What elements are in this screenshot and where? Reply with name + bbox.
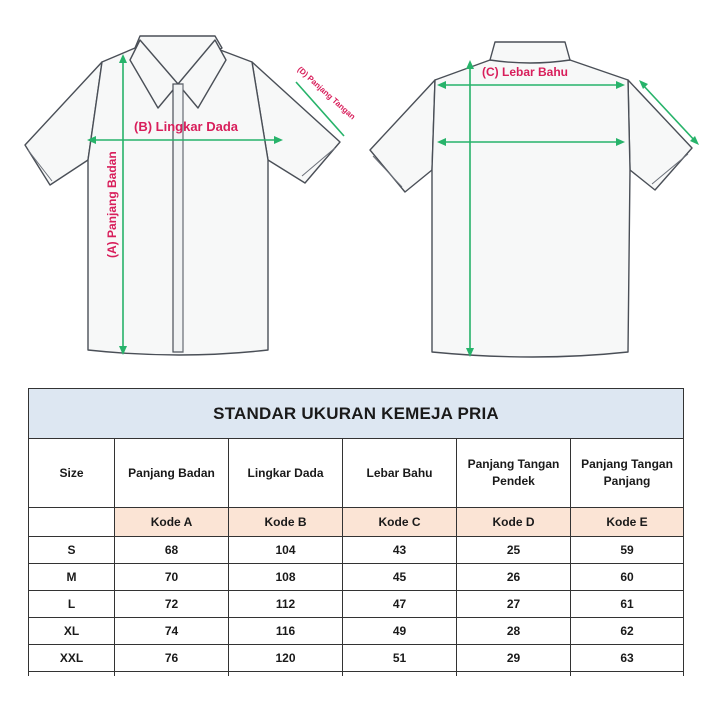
measurement-cell: 26 xyxy=(457,564,571,591)
measurement-cell: 72 xyxy=(115,591,229,618)
size-cell: S xyxy=(29,537,115,564)
label-lingkar-dada: (B) Lingkar Dada xyxy=(134,119,239,134)
label-panjang-tangan: (D) Panjang Tangan xyxy=(295,64,358,122)
measurement-cell: 43 xyxy=(343,537,457,564)
code-a: Kode A xyxy=(115,508,229,537)
measurement-cell: 116 xyxy=(229,618,343,645)
measurement-cell: 112 xyxy=(229,591,343,618)
measurement-cell: 45 xyxy=(343,564,457,591)
header-panjang-tangan-pendek: Panjang Tangan Pendek xyxy=(457,439,571,508)
size-cell: XL xyxy=(29,618,115,645)
size-cell: M xyxy=(29,564,115,591)
code-b: Kode B xyxy=(229,508,343,537)
header-panjang-tangan-panjang: Panjang Tangan Panjang xyxy=(571,439,684,508)
measurement-cell: 59 xyxy=(571,537,684,564)
table-row xyxy=(29,537,684,564)
table-row xyxy=(29,591,684,618)
measurement-cell: 60 xyxy=(571,564,684,591)
measurement-cell: 108 xyxy=(229,564,343,591)
table-row xyxy=(29,564,684,591)
table-row xyxy=(29,618,684,645)
code-cell-empty xyxy=(29,508,115,537)
header-lebar-bahu: Lebar Bahu xyxy=(343,439,457,508)
header-panjang-badan: Panjang Badan xyxy=(115,439,229,508)
measurement-cell: 47 xyxy=(343,591,457,618)
shirt-front-illustration xyxy=(25,36,340,355)
code-d: Kode D xyxy=(457,508,571,537)
code-e: Kode E xyxy=(571,508,684,537)
table-row xyxy=(29,645,684,672)
measurement-cell: 28 xyxy=(457,618,571,645)
label-panjang-badan: (A) Panjang Badan xyxy=(105,151,119,258)
size-cell: XXL xyxy=(29,645,115,672)
measurement-cell: 51 xyxy=(343,645,457,672)
measurement-cell: 68 xyxy=(115,537,229,564)
table-header-row xyxy=(29,439,684,508)
label-lebar-bahu: (C) Lebar Bahu xyxy=(482,65,569,79)
measurement-cell: 104 xyxy=(229,537,343,564)
size-chart-table xyxy=(28,388,684,676)
table-cut-row xyxy=(29,672,684,677)
header-size: Size xyxy=(29,439,115,508)
table-title: STANDAR UKURAN KEMEJA PRIA xyxy=(29,389,684,439)
shirt-back-illustration xyxy=(370,42,692,357)
measurement-cell: 120 xyxy=(229,645,343,672)
measurement-cell: 27 xyxy=(457,591,571,618)
measurement-cell: 62 xyxy=(571,618,684,645)
measurement-cell: 25 xyxy=(457,537,571,564)
measurement-cell: 63 xyxy=(571,645,684,672)
measurement-cell: 61 xyxy=(571,591,684,618)
measurement-cell: 76 xyxy=(115,645,229,672)
measurement-cell: 29 xyxy=(457,645,571,672)
measurement-cell: 70 xyxy=(115,564,229,591)
measurement-cell: 49 xyxy=(343,618,457,645)
code-row xyxy=(29,508,684,537)
measurement-cell: 74 xyxy=(115,618,229,645)
header-lingkar-dada: Lingkar Dada xyxy=(229,439,343,508)
code-c: Kode C xyxy=(343,508,457,537)
size-cell: L xyxy=(29,591,115,618)
